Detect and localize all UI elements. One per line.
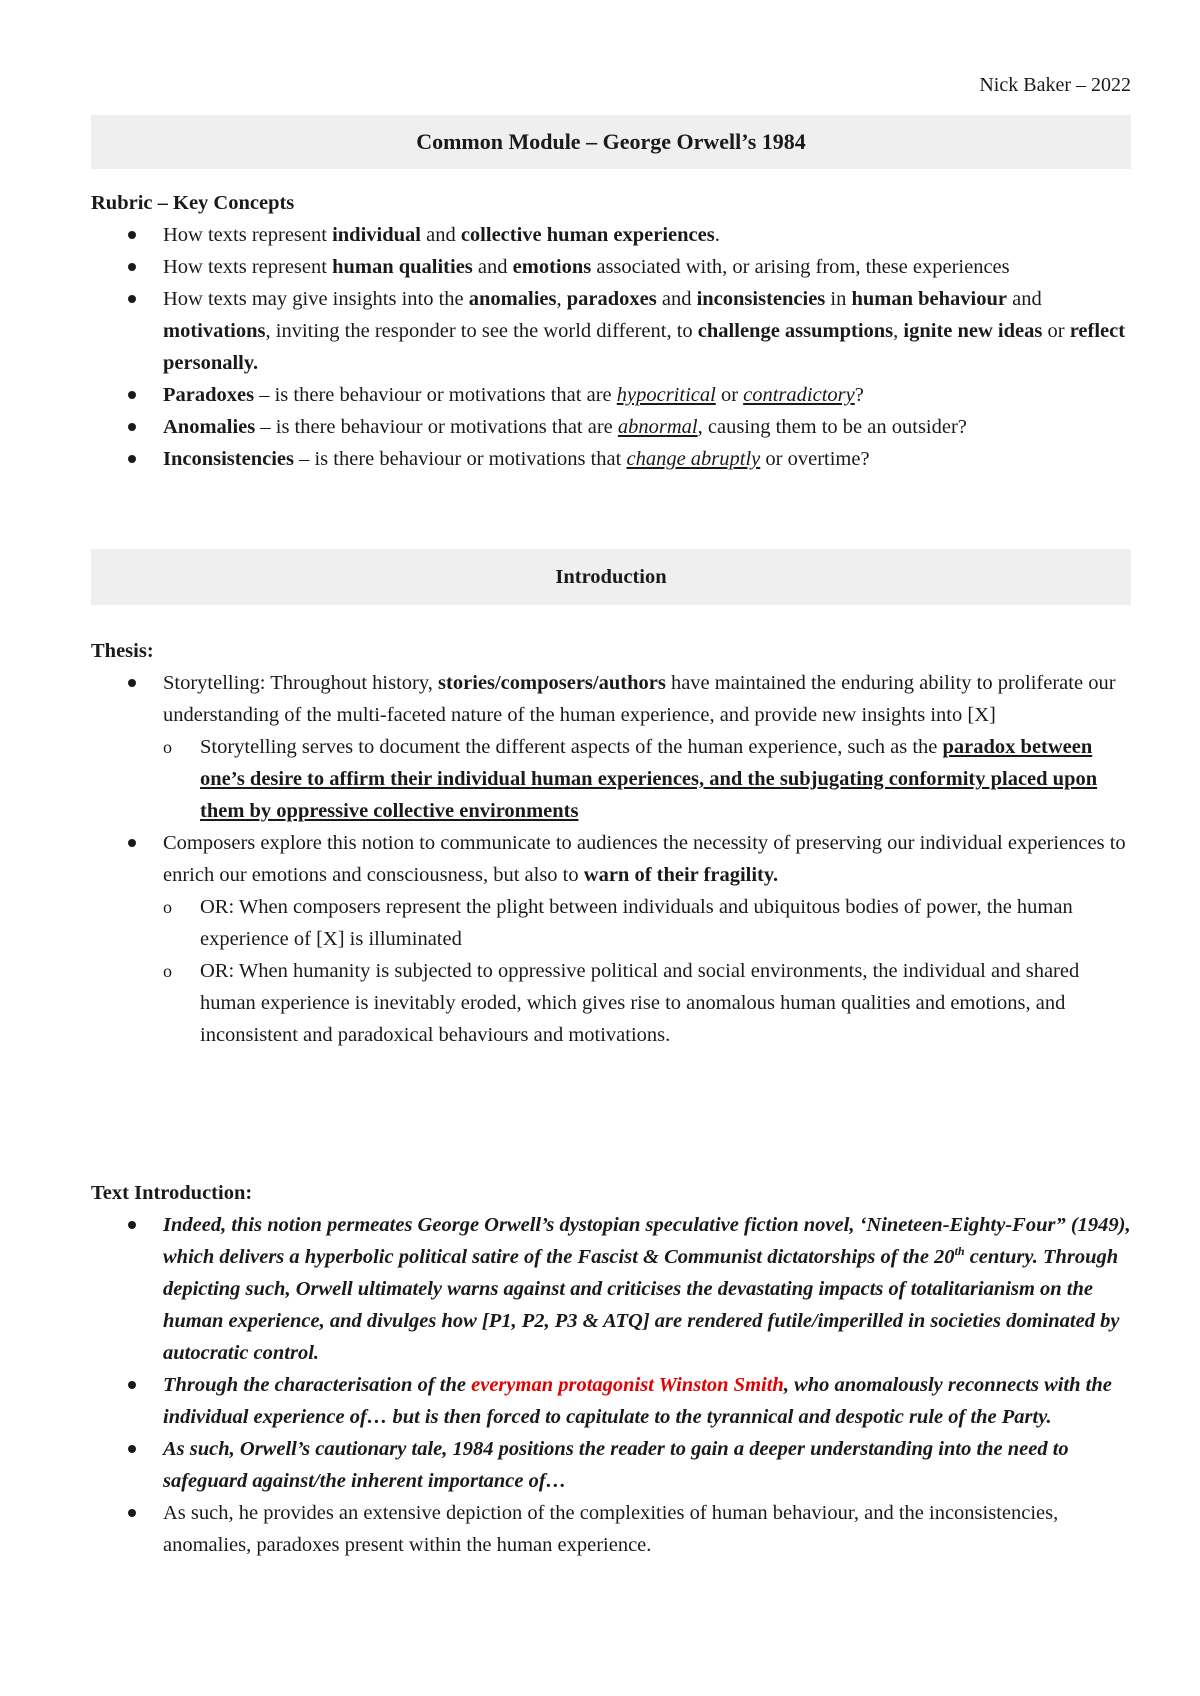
text: and <box>1007 288 1042 310</box>
text-bold: motivations <box>163 320 266 342</box>
text-bold-italic: , who anomalously reconnects with the individual experience of… but is then forced to capitulate to the tyrannical and despotic rule of the Party. <box>163 1374 1112 1428</box>
text: Composers explore this notion to communicate to audiences the necessity of preserving our individual experiences to enrich our emotions and consciousness, but also to <box>163 832 1126 886</box>
text: , <box>893 320 904 342</box>
text-bold: paradoxes <box>566 288 657 310</box>
text: Storytelling: Throughout history, <box>163 672 439 694</box>
text: , inviting the responder to see the world different, to <box>265 320 698 342</box>
text-bold-italic: As such, Orwell’s cautionary tale, 1984 positions the reader to gain a deeper understanding into the need to safeguard against/the inherent importance of… <box>163 1438 1069 1492</box>
text: How texts represent <box>163 224 333 246</box>
text-introduction-item <box>91 1369 1131 1433</box>
text: have maintained the enduring ability to proliferate our understanding of the multi-faceted nature of the human experience, and provide new insights into [X] <box>163 672 1116 726</box>
thesis-list <box>91 667 1131 1051</box>
text-bold-italic: century. Through depicting such, Orwell ultimately warns against and criticises the devastating impacts of totalitarianism on the human experience, and divulges how [P1, P2, P3 & ATQ] are rendered futile/imperilled in societies dominated by autocratic control. <box>163 1246 1120 1364</box>
text-introduction-list <box>91 1209 1131 1561</box>
text: As such, he provides an extensive depiction of the complexities of human behaviour, and the inconsistencies, anomalies, paradoxes present within the human experience. <box>163 1502 1059 1556</box>
text-bold: human qualities <box>332 256 473 278</box>
text-bold: anomalies <box>468 288 557 310</box>
document-title: Common Module – George Orwell’s 1984 <box>91 115 1131 169</box>
text-bold: stories/composers/authors <box>438 672 666 694</box>
thesis-subitem <box>163 891 1131 955</box>
introduction-heading: Introduction <box>91 549 1131 605</box>
text-bold: warn of their fragility. <box>583 864 779 886</box>
rubric-item <box>91 283 1131 379</box>
text-bold-italic: Indeed, this notion permeates George Orwell’s dystopian speculative fiction novel, ‘Nineteen-Eighty-Four” (1949), which delivers a hyperbolic political satire of the Fascist & Communist dictatorships of the 20 <box>163 1214 1131 1268</box>
text: or <box>1042 320 1070 342</box>
text-italic-underline: change abruptly <box>626 448 761 470</box>
text: or overtime? <box>760 448 870 470</box>
text-introduction-item <box>91 1497 1131 1561</box>
text: ? <box>854 384 864 406</box>
rubric-section <box>91 187 1131 475</box>
text: – is there behaviour or motivations that are <box>254 384 617 406</box>
text-italic-underline: hypocritical <box>616 384 716 406</box>
text-bold: reflect personally. <box>163 320 1126 374</box>
text-bold: challenge assumptions <box>697 320 894 342</box>
rubric-item <box>91 443 1131 475</box>
text: – is there behaviour or motivations that are <box>255 416 618 438</box>
rubric-item <box>91 219 1131 251</box>
thesis-subitem <box>163 731 1131 827</box>
text: Storytelling serves to document the different aspects of the human experience, such as the <box>200 736 943 758</box>
rubric-list <box>91 219 1131 475</box>
text-introduction-section <box>91 1177 1131 1561</box>
thesis-sublist <box>163 891 1131 1051</box>
text: How texts represent <box>163 256 333 278</box>
text-bold: Paradoxes <box>163 384 255 406</box>
text: , causing them to be an outsider? <box>697 416 967 438</box>
text-introduction-heading: Text Introduction: <box>91 1182 253 1204</box>
thesis-item <box>91 667 1131 827</box>
text: . <box>714 224 720 246</box>
thesis-sublist <box>163 731 1131 827</box>
text-italic-underline: abnormal <box>617 416 698 438</box>
thesis-subitem <box>163 955 1131 1051</box>
thesis-item <box>91 827 1131 1051</box>
text: and <box>656 288 697 310</box>
text: – is there behaviour or motivations that <box>293 448 627 470</box>
text-bold-italic: Through the characterisation of the <box>163 1374 472 1396</box>
rubric-item <box>91 379 1131 411</box>
text-red-emphasis: everyman protagonist Winston Smith <box>471 1374 784 1396</box>
text-bold: inconsistencies <box>696 288 826 310</box>
rubric-heading: Rubric – Key Concepts <box>91 192 295 214</box>
text: OR: When humanity is subjected to oppressive political and social environments, the individual and shared human experience is inevitably eroded, which gives rise to anomalous human qualities and emotions, and inconsistent and paradoxical behaviours and motivations. <box>200 960 1080 1046</box>
text-bold: ignite new ideas <box>903 320 1043 342</box>
text: OR: When composers represent the plight between individuals and ubiquitous bodies of power, the human experience of [X] is illuminated <box>200 896 1073 950</box>
text: in <box>825 288 852 310</box>
text: and <box>472 256 513 278</box>
superscript: th <box>954 1244 965 1259</box>
text: or <box>715 384 744 406</box>
text: , <box>556 288 567 310</box>
text-bold: individual <box>332 224 421 246</box>
text: How texts may give insights into the <box>163 288 469 310</box>
text-bold-underline: paradox between one’s desire to affirm their individual human experiences, and the subjugating conformity placed upon them by oppressive collective environments <box>200 736 1098 822</box>
thesis-heading: Thesis: <box>91 640 154 662</box>
text-bold: emotions <box>512 256 592 278</box>
text: associated with, or arising from, these experiences <box>591 256 1010 278</box>
text: and <box>420 224 461 246</box>
rubric-item <box>91 411 1131 443</box>
text-introduction-item <box>91 1433 1131 1497</box>
text-bold: Inconsistencies <box>163 448 294 470</box>
text-bold: Anomalies <box>163 416 256 438</box>
thesis-section <box>91 635 1131 1051</box>
text-italic-underline: contradictory <box>743 384 855 406</box>
author-date: Nick Baker – 2022 <box>979 74 1131 96</box>
rubric-item <box>91 251 1131 283</box>
text-introduction-item <box>91 1209 1131 1369</box>
text-bold: collective human experiences <box>460 224 715 246</box>
text-bold: human behaviour <box>851 288 1007 310</box>
